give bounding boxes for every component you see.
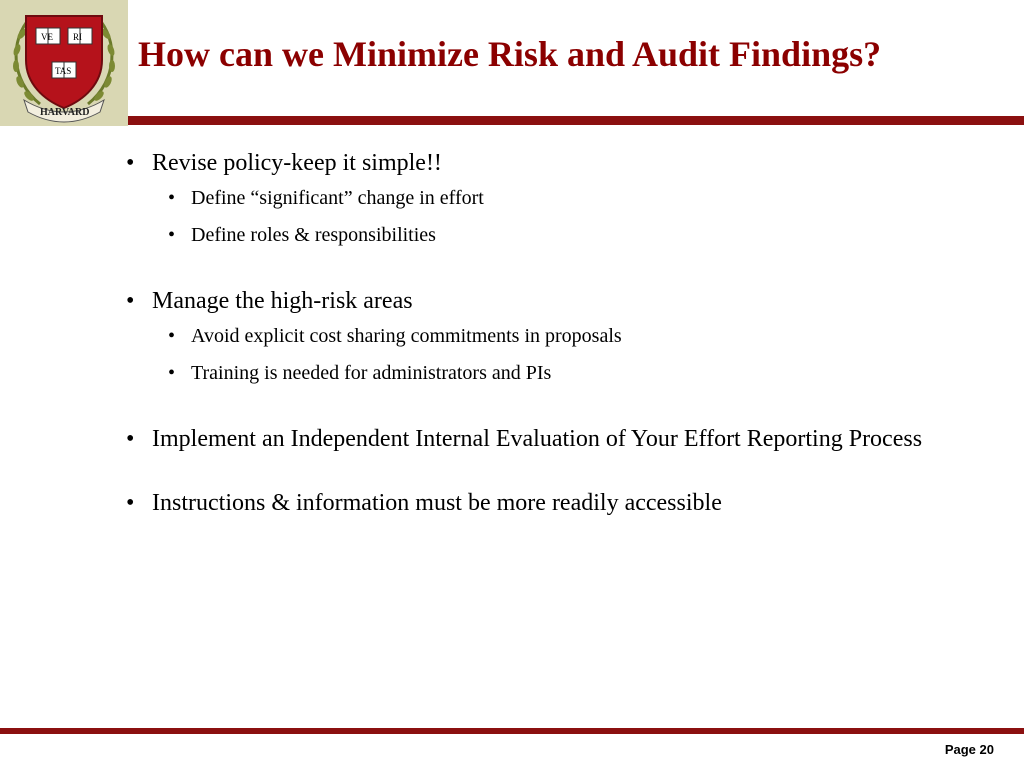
bullet-group bbox=[110, 486, 990, 520]
bullet-item bbox=[110, 422, 990, 456]
slide-title: How can we Minimize Risk and Audit Findings? bbox=[138, 34, 882, 74]
bullet-text: Implement an Independent Internal Evaluation of Your Effort Reporting Process bbox=[152, 426, 923, 452]
bullet-group bbox=[110, 146, 990, 254]
bullet-list bbox=[110, 146, 990, 550]
harvard-shield-icon bbox=[0, 0, 128, 126]
page-number: Page 20 bbox=[944, 742, 994, 757]
bullet-group bbox=[110, 422, 990, 456]
motto-ve: VE bbox=[41, 32, 53, 42]
bullet-text: Revise policy-keep it simple!! bbox=[152, 150, 442, 176]
header-divider bbox=[128, 116, 1024, 125]
sub-bullet-text: Define roles & responsibilities bbox=[191, 224, 436, 246]
sub-bullet-text: Define “significant” change in effort bbox=[191, 187, 484, 209]
bullet-dot: • bbox=[126, 426, 135, 452]
bullet-dot: • bbox=[168, 187, 176, 209]
sub-bullet-text: Avoid explicit cost sharing commitments in proposals bbox=[191, 325, 622, 347]
banner-text: HARVARD bbox=[40, 107, 90, 118]
sub-bullet-item bbox=[110, 318, 990, 355]
bullet-group bbox=[110, 284, 990, 392]
bullet-dot: • bbox=[168, 362, 176, 384]
bullet-dot: • bbox=[126, 150, 135, 176]
motto-tas: TAS bbox=[55, 66, 72, 76]
sub-bullet-item bbox=[110, 355, 990, 392]
bullet-item bbox=[110, 284, 990, 318]
footer-divider bbox=[0, 728, 1024, 734]
sub-bullet-item bbox=[110, 180, 990, 217]
bullet-item bbox=[110, 146, 990, 180]
bullet-item bbox=[110, 486, 990, 520]
logo-panel bbox=[0, 0, 128, 126]
bullet-dot: • bbox=[168, 224, 176, 246]
bullet-dot: • bbox=[126, 288, 135, 314]
sub-bullet-text: Training is needed for administrators and PIs bbox=[191, 362, 552, 384]
bullet-text: Instructions & information must be more readily accessible bbox=[152, 490, 722, 516]
motto-ri: RI bbox=[73, 32, 82, 42]
bullet-dot: • bbox=[126, 490, 135, 516]
sub-bullet-item bbox=[110, 217, 990, 254]
bullet-text: Manage the high-risk areas bbox=[152, 288, 413, 314]
bullet-dot: • bbox=[168, 325, 176, 347]
